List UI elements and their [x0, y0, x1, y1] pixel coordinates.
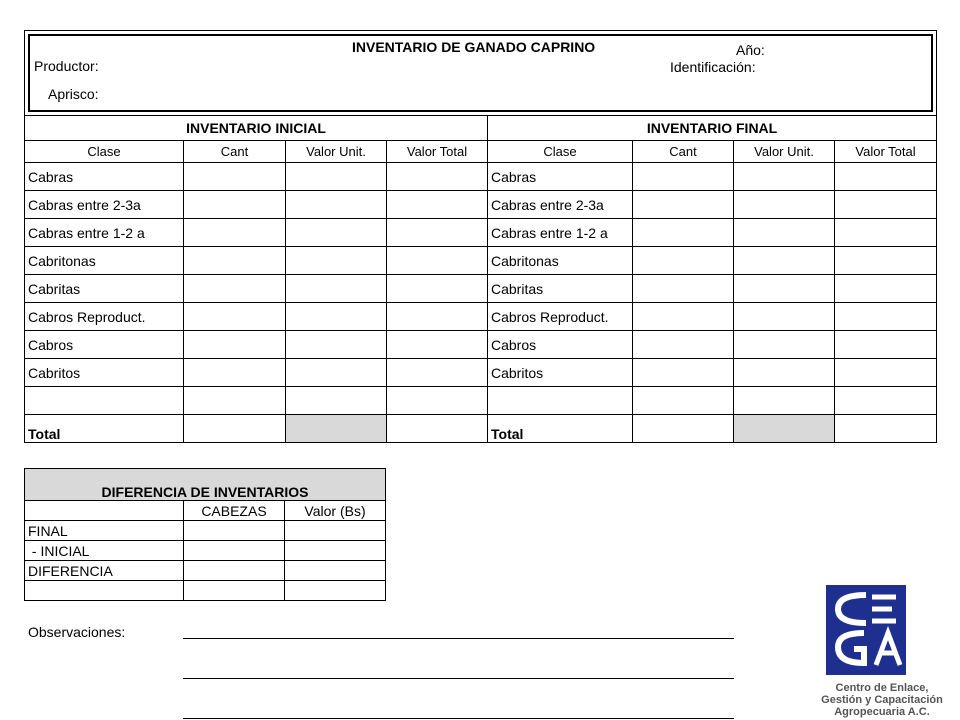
final-total-cell[interactable]: [835, 163, 937, 191]
observations-line-1[interactable]: [183, 638, 734, 639]
initial-total-cell[interactable]: [387, 303, 488, 331]
final-row-label: Cabras entre 2-3a: [488, 191, 633, 219]
table-row: [25, 521, 386, 541]
initial-cant-cell[interactable]: [184, 163, 286, 191]
logo-line-1: Centro de Enlace,: [835, 682, 929, 694]
initial-unit-cell[interactable]: [286, 219, 387, 247]
initial-cant-cell[interactable]: [184, 331, 286, 359]
final-total-cell[interactable]: [835, 191, 937, 219]
initial-unit-cell[interactable]: [286, 275, 387, 303]
final-inventory-title: INVENTARIO FINAL: [488, 116, 937, 141]
productor-label: Productor:: [34, 58, 99, 74]
difference-cabezas-cell[interactable]: [184, 581, 285, 601]
final-row-label: Cabras entre 1-2 a: [488, 219, 633, 247]
initial-cant-cell[interactable]: [184, 303, 286, 331]
aprisco-label: Aprisco:: [48, 86, 99, 102]
final-row-label: Cabritas: [488, 275, 633, 303]
final-unit-cell[interactable]: [734, 387, 835, 415]
total-row: [25, 415, 937, 443]
initial-unit-cell[interactable]: [286, 163, 387, 191]
table-row: [25, 387, 937, 415]
initial-unit-cell[interactable]: [286, 191, 387, 219]
observations-label: Observaciones:: [28, 624, 126, 640]
difference-cabezas-cell[interactable]: [184, 561, 285, 581]
initial-cant-cell[interactable]: [184, 219, 286, 247]
final-unit-cell[interactable]: [734, 359, 835, 387]
final-total-value-cell[interactable]: [835, 415, 937, 443]
final-total-cell[interactable]: [835, 275, 937, 303]
initial-total-cell[interactable]: [387, 331, 488, 359]
table-row: [25, 163, 937, 191]
table-row: [25, 541, 386, 561]
col-valor-total-initial: Valor Total: [387, 141, 488, 163]
final-unit-cell[interactable]: [734, 247, 835, 275]
cegca-logo: [826, 585, 906, 675]
final-cant-cell[interactable]: [633, 387, 734, 415]
final-row-label: Cabritonas: [488, 247, 633, 275]
difference-row-label: - INICIAL: [25, 541, 184, 561]
initial-row-label: [25, 387, 184, 415]
initial-total-cell[interactable]: [387, 163, 488, 191]
initial-cant-cell[interactable]: [184, 359, 286, 387]
initial-total-cell[interactable]: [387, 219, 488, 247]
initial-unit-cell[interactable]: [286, 331, 387, 359]
final-total-label: Total: [488, 415, 633, 443]
initial-unit-cell[interactable]: [286, 359, 387, 387]
initial-cant-cell[interactable]: [184, 275, 286, 303]
initial-total-unit-cell-shaded: [286, 415, 387, 443]
initial-total-cell[interactable]: [387, 275, 488, 303]
final-unit-cell[interactable]: [734, 163, 835, 191]
initial-row-label: Cabritos: [25, 359, 184, 387]
difference-cabezas-cell[interactable]: [184, 541, 285, 561]
form-title: INVENTARIO DE GANADO CAPRINO: [352, 39, 596, 55]
final-unit-cell[interactable]: [734, 191, 835, 219]
table-row: [25, 561, 386, 581]
initial-row-label: Cabros: [25, 331, 184, 359]
observations-line-2[interactable]: [183, 678, 734, 679]
identificacion-label: Identificación:: [670, 59, 756, 75]
initial-unit-cell[interactable]: [286, 303, 387, 331]
initial-row-label: Cabritonas: [25, 247, 184, 275]
initial-row-label: Cabritas: [25, 275, 184, 303]
final-cant-cell[interactable]: [633, 219, 734, 247]
final-row-label: Cabras: [488, 163, 633, 191]
final-total-cell[interactable]: [835, 331, 937, 359]
logo-line-2: Gestión y Capacitación: [821, 694, 943, 706]
final-total-cell[interactable]: [835, 247, 937, 275]
col-valor-unit-initial: Valor Unit.: [286, 141, 387, 163]
col-valor-bs: Valor (Bs): [285, 501, 386, 521]
initial-cant-cell[interactable]: [184, 247, 286, 275]
initial-total-cell[interactable]: [387, 191, 488, 219]
cegca-logo-mark: [826, 585, 906, 675]
final-cant-cell[interactable]: [633, 359, 734, 387]
difference-row-label: FINAL: [25, 521, 184, 541]
final-total-cant-cell[interactable]: [633, 415, 734, 443]
final-total-cell[interactable]: [835, 303, 937, 331]
difference-cabezas-cell[interactable]: [184, 521, 285, 541]
final-cant-cell[interactable]: [633, 303, 734, 331]
difference-valor-cell[interactable]: [285, 541, 386, 561]
table-row: [25, 359, 937, 387]
final-row-label: Cabros: [488, 331, 633, 359]
initial-cant-cell[interactable]: [184, 387, 286, 415]
logo-line-3: Agropecuaria A.C.: [834, 706, 930, 718]
table-row: [25, 303, 937, 331]
col-clase-initial: Clase: [25, 141, 184, 163]
initial-row-label: Cabras entre 1-2 a: [25, 219, 184, 247]
initial-total-cell[interactable]: [387, 387, 488, 415]
final-total-cell[interactable]: [835, 219, 937, 247]
initial-total-value-cell[interactable]: [387, 415, 488, 443]
col-cant-initial: Cant: [184, 141, 286, 163]
initial-row-label: Cabras entre 2-3a: [25, 191, 184, 219]
table-row: [25, 275, 937, 303]
final-cant-cell[interactable]: [633, 191, 734, 219]
final-row-label: Cabros Reproduct.: [488, 303, 633, 331]
initial-total-cell[interactable]: [387, 359, 488, 387]
table-row: [25, 191, 937, 219]
initial-unit-cell[interactable]: [286, 387, 387, 415]
difference-valor-cell[interactable]: [285, 561, 386, 581]
initial-unit-cell[interactable]: [286, 247, 387, 275]
anio-label: Año:: [736, 42, 765, 58]
table-row: [25, 219, 937, 247]
final-row-label: Cabritos: [488, 359, 633, 387]
difference-table: [24, 468, 386, 601]
initial-inventory-title: INVENTARIO INICIAL: [25, 116, 488, 141]
final-cant-cell[interactable]: [633, 275, 734, 303]
final-cant-cell[interactable]: [633, 247, 734, 275]
col-cabezas: CABEZAS: [184, 501, 285, 521]
col-cant-final: Cant: [633, 141, 734, 163]
difference-row-label: DIFERENCIA: [25, 561, 184, 581]
initial-cant-cell[interactable]: [184, 191, 286, 219]
difference-title: DIFERENCIA DE INVENTARIOS: [25, 469, 386, 501]
final-total-cell[interactable]: [835, 359, 937, 387]
inventory-table: [24, 115, 937, 443]
difference-header-blank: [25, 501, 184, 521]
table-row: [25, 247, 937, 275]
final-cant-cell[interactable]: [633, 331, 734, 359]
final-total-unit-cell-shaded: [734, 415, 835, 443]
table-row: [25, 581, 386, 601]
col-valor-unit-final: Valor Unit.: [734, 141, 835, 163]
final-cant-cell[interactable]: [633, 163, 734, 191]
initial-total-cell[interactable]: [387, 247, 488, 275]
difference-row-label: [25, 581, 184, 601]
difference-valor-cell[interactable]: [285, 581, 386, 601]
final-row-label: [488, 387, 633, 415]
initial-total-cant-cell[interactable]: [184, 415, 286, 443]
col-clase-final: Clase: [488, 141, 633, 163]
difference-valor-cell[interactable]: [285, 521, 386, 541]
initial-row-label: Cabras: [25, 163, 184, 191]
observations-line-3[interactable]: [183, 718, 734, 719]
initial-row-label: Cabros Reproduct.: [25, 303, 184, 331]
final-unit-cell[interactable]: [734, 331, 835, 359]
final-unit-cell[interactable]: [734, 275, 835, 303]
final-total-cell[interactable]: [835, 387, 937, 415]
col-valor-total-final: Valor Total: [835, 141, 937, 163]
table-row: [25, 331, 937, 359]
logo-caption: [812, 682, 952, 718]
initial-total-label: Total: [25, 415, 184, 443]
final-unit-cell[interactable]: [734, 219, 835, 247]
final-unit-cell[interactable]: [734, 303, 835, 331]
